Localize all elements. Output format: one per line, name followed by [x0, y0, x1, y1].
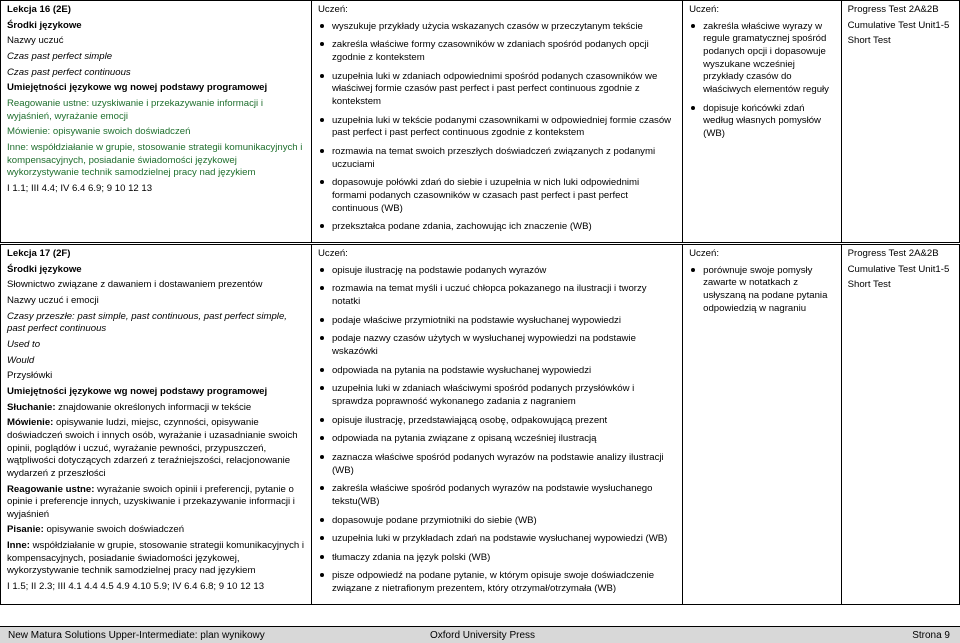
scope-line: Czasy przeszłe: past simple, past continuous, past perfect simple, past perfect continuous — [7, 310, 287, 335]
scope-line: Umiejętności językowe wg nowej podstawy programowej — [7, 82, 268, 94]
scope-list — [7, 264, 305, 594]
objective-item: zaznacza właściwe spośród podanych wyrazów na podstawie analizy ilustracji (WB) — [318, 452, 676, 477]
objective-item: tłumaczy zdania na język polski (WB) — [318, 552, 676, 565]
scope-line: Would — [7, 354, 35, 366]
scope-line: Środki językowe — [7, 19, 82, 31]
scope-line: Mówienie: opisywanie ludzi, miejsc, czynności, opisywanie doświadczeń swoich i innych osób, wyrażanie i uzasadnianie swoich opinii, poglądów i uczuć, wyrażanie pewności, przypuszczeń, wątpliwości dotyczących zdarzeń z teraźniejszości, relacjonowanie wydarzeń z przeszłości — [7, 417, 298, 479]
scope-line: Used to — [7, 338, 41, 350]
objective-item: dopasowuje podane przymiotniki do siebie (WB) — [318, 515, 676, 528]
lesson-17-table — [0, 244, 960, 605]
objective-item: zakreśla właściwe spośród podanych wyrazów na podstawie wysłuchanego tekstu(WB) — [318, 483, 676, 508]
footer-publisher: Oxford University Press — [430, 630, 536, 641]
scope-line: Nazwy uczuć i emocji — [7, 294, 99, 306]
objective-item: odpowiada na pytania na podstawie wysłuchanej wypowiedzi — [318, 365, 676, 378]
scope-line: Nazwy uczuć — [7, 35, 64, 47]
column-header: Uczeń: — [317, 4, 348, 15]
scope-line: Pisanie: opisywanie swoich doświadczeń — [7, 524, 185, 536]
test-name: Short Test — [847, 35, 891, 47]
objective-item: opisuje ilustrację na podstawie podanych wyrazów — [318, 265, 676, 278]
scope-line: Czas past perfect simple — [7, 50, 113, 62]
objective-item: porównuje swoje pomysły zawarte w notatkach z usłyszaną na podane pytania odpowiedzią w nagraniu — [689, 265, 834, 316]
lesson-17-basic-cell — [311, 245, 682, 605]
objective-item: podaje właściwe przymiotniki na podstawie wysłuchanej wypowiedzi — [318, 315, 676, 328]
scope-line: Czas past perfect continuous — [7, 66, 131, 78]
lesson-16-extended-cell — [683, 1, 841, 243]
objective-item: wyszukuje przykłady użycia wskazanych czasów w przeczytanym tekście — [318, 21, 676, 34]
lesson-16-scope-cell — [1, 1, 312, 243]
scope-line: Umiejętności językowe wg nowej podstawy programowej — [7, 385, 268, 397]
objective-item: uzupełnia luki w tekście podanymi czasownikami w odpowiedniej formie czasów past perfect i past perfect continuous zgodnie z kontekstem — [318, 115, 676, 140]
objective-item: zakreśla właściwe wyrazy w regule gramatycznej spośród podanych opcji i dopasowuje wyszukane wcześniej przykłady czasów do właściwych elementów reguły — [689, 21, 834, 97]
column-header: Uczeń: — [317, 248, 348, 259]
page-footer — [0, 626, 960, 643]
test-name: Cumulative Test Unit1-5 — [847, 19, 950, 31]
test-name: Short Test — [847, 279, 891, 291]
lesson-16-basic-cell — [311, 1, 682, 243]
test-name: Progress Test 2A&2B — [847, 248, 939, 259]
lesson-17-scope-cell — [1, 245, 312, 605]
objective-item: rozmawia na temat swoich przeszłych doświadczeń związanych z podanymi uczuciami — [318, 146, 676, 171]
objective-item: pisze odpowiedź na podane pytanie, w którym opisuje swoje doświadczenie związane z nietrafionym prezentem, który otrzymał/otrzymała (WB) — [318, 570, 676, 595]
objectives-list — [689, 21, 834, 141]
footer-title: New Matura Solutions Upper-Intermediate: plan wynikowy — [8, 630, 265, 641]
objective-item: uzupełnia luki w zdaniach odpowiednimi spośród podanych czasowników we właściwej formie czasów past perfect i past perfect continuous zgodnie z kontekstem — [318, 71, 676, 109]
lesson-16-table — [0, 0, 960, 243]
lesson-title: Lekcja 16 (2E) — [7, 4, 71, 15]
column-header: Uczeń: — [689, 4, 719, 15]
scope-list — [7, 20, 305, 196]
objective-item: dopasowuje połówki zdań do siebie i uzupełnia w nich luki odpowiednimi formami podanych czasowników w czasach past perfect i past perfect continuous (WB) — [318, 177, 676, 215]
objective-item: uzupełnia luki w zdaniach właściwymi spośród podanych przysłówków i sprawdza poprawność wykonanego zadania z nagraniem — [318, 383, 676, 408]
objectives-list — [318, 265, 676, 596]
objective-item: dopisuje końcówki zdań według własnych pomysłów (WB) — [689, 103, 834, 141]
objective-item: odpowiada na pytania związane z opisaną wcześniej ilustracją — [318, 433, 676, 446]
scope-line: Słuchanie: znajdowanie określonych informacji w tekście — [7, 401, 252, 413]
footer-page-number: Strona 9 — [912, 630, 950, 641]
objective-item: przekształca podane zdania, zachowując ich znaczenie (WB) — [318, 221, 676, 234]
scope-line: Środki językowe — [7, 263, 82, 275]
objectives-list — [689, 265, 834, 316]
objective-item: rozmawia na temat myśli i uczuć chłopca pokazanego na ilustracji i tworzy notatki — [318, 283, 676, 308]
scope-line: Mówienie: opisywanie swoich doświadczeń — [7, 126, 191, 138]
tests-list — [848, 248, 953, 292]
objective-item: opisuje ilustrację, przedstawiającą osobę, odpakowującą prezent — [318, 415, 676, 428]
lesson-17-tests-cell — [841, 245, 959, 605]
tests-list — [848, 4, 953, 48]
column-header: Uczeń: — [689, 248, 719, 259]
scope-line: Reagowanie ustne: uzyskiwanie i przekazywanie informacji i wyjaśnień, wyrażanie emocji — [7, 97, 263, 122]
objective-item: podaje nazwy czasów użytych w wysłuchanej wypowiedzi na podstawie wskazówki — [318, 333, 676, 358]
objective-item: zakreśla właściwe formy czasowników w zdaniach spośród podanych opcji zgodnie z kontekstem — [318, 39, 676, 64]
scope-line: I 1.5; II 2.3; III 4.1 4.4 4.5 4.9 4.10 5.9; IV 6.4 6.8; 9 10 12 13 — [7, 581, 265, 593]
lesson-16-tests-cell — [841, 1, 959, 243]
scope-line: Reagowanie ustne: wyrażanie swoich opinii i preferencji, pytanie o opinie i preferencje innych, uzyskiwanie i przekazywanie informacji i wyjaśnień — [7, 483, 295, 520]
lesson-17-extended-cell — [683, 245, 841, 605]
objectives-list — [318, 21, 676, 234]
scope-line: Przysłówki — [7, 370, 53, 382]
test-name: Cumulative Test Unit1-5 — [847, 263, 950, 275]
test-name: Progress Test 2A&2B — [847, 4, 939, 15]
scope-line: I 1.1; III 4.4; IV 6.4 6.9; 9 10 12 13 — [7, 182, 153, 194]
scope-line: Inne: współdziałanie w grupie, stosowanie strategii komunikacyjnych i kompensacyjnych, posiadanie świadomości językowej wykorzystywanie technik samodzielnej pracy nad językiem — [7, 141, 303, 179]
scope-line: Słownictwo związane z dawaniem i dostawaniem prezentów — [7, 279, 263, 291]
lesson-title: Lekcja 17 (2F) — [7, 248, 71, 259]
scope-line: Inne: współdziałanie w grupie, stosowanie strategii komunikacyjnych i kompensacyjnych, posiadanie świadomości językowej, wykorzystywanie technik samodzielnej pracy nad językiem — [7, 540, 305, 577]
objective-item: uzupełnia luki w przykładach zdań na podstawie wysłuchanej wypowiedzi (WB) — [318, 533, 676, 546]
